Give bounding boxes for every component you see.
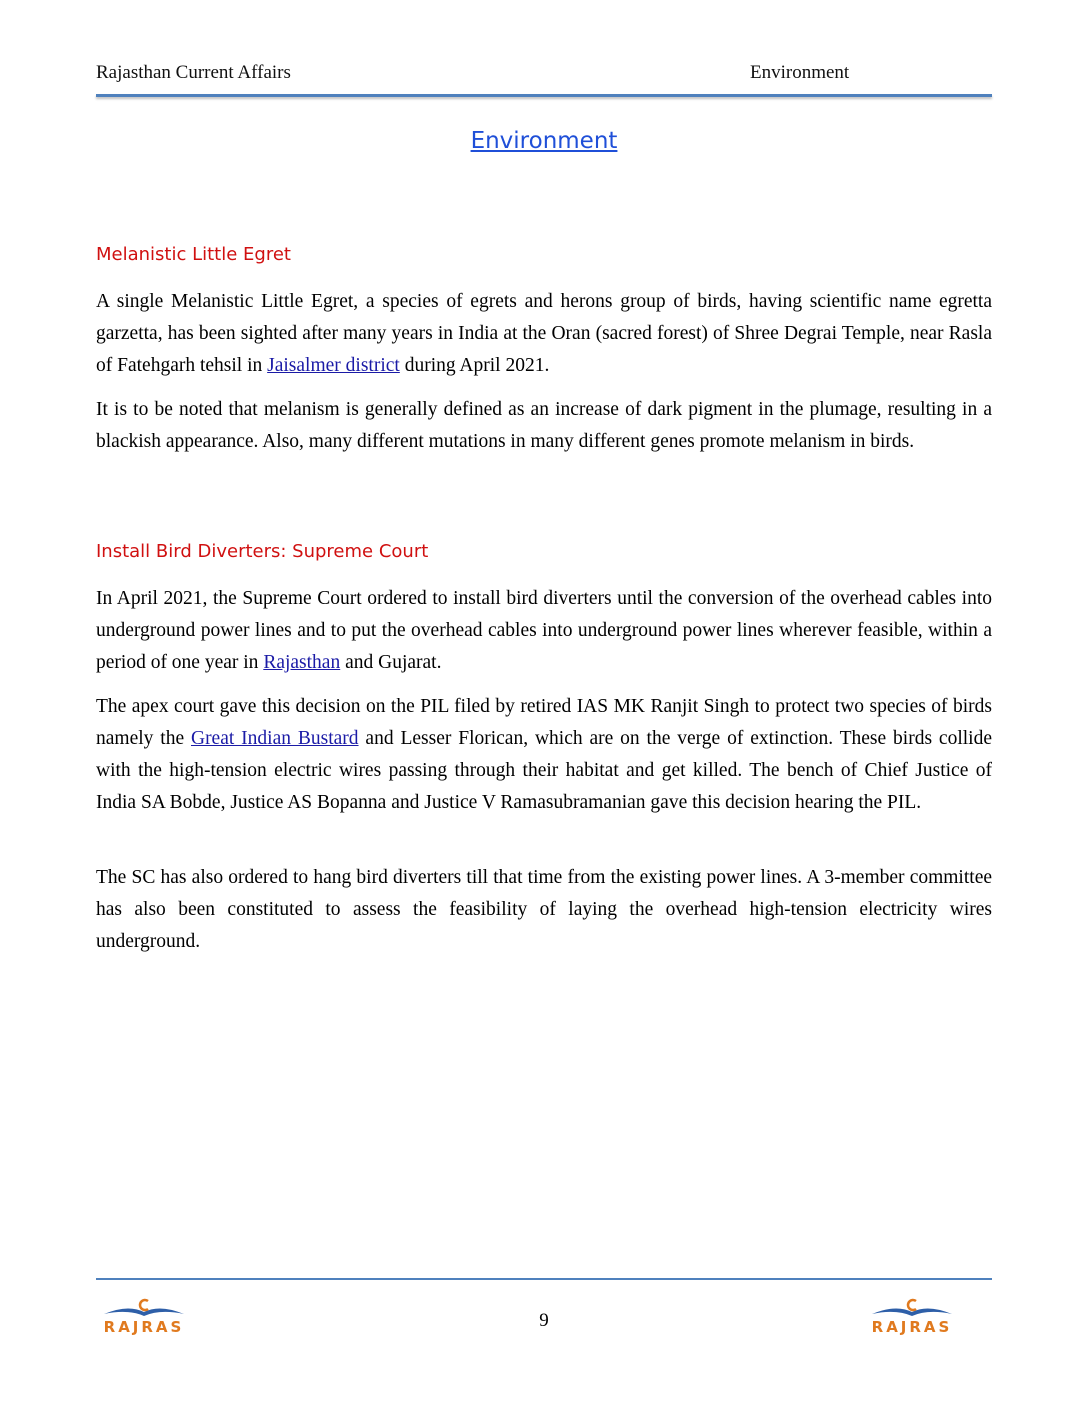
paragraph-text: In April 2021, the Supreme Court ordered to install bird diverters until the conversion of the overhead cables into underground power lines and to put the overhead cables into underground power lines wherever feasible, within a period of one year in [96, 588, 992, 673]
paragraph-text: during April 2021. [399, 355, 550, 376]
paragraph-text: and Lesser Florican, which are on the verge of extinction. These birds collide with the high-tension electric wires passing through their habitat and get killed. The bench of Chief Justice of India SA Bobde, Justice AS Bopanna and Justice V Ramasubramanian gave this decision hearing the PIL. [96, 728, 992, 813]
section-heading-bird-diverters: Install Bird Diverters: Supreme Court [96, 541, 429, 562]
header-divider [96, 94, 992, 97]
link-rajasthan[interactable]: Rajasthan [263, 652, 341, 673]
paragraph-text: A single Melanistic Little Egret, a species of egrets and herons group of birds, having scientific name egretta garzetta, has been sighted after many years in India at the Oran (sacred forest) of Shree Degrai Temple, near Rasla of Fatehgarh tehsil in [96, 291, 992, 376]
logo-text: RAJRAS [103, 1318, 185, 1336]
paragraph: The SC has also ordered to hang bird diverters till that time from the existing power lines. A 3-member committee has also been constituted to assess the feasibility of laying the overhead high-tension electricity wires underground. [96, 867, 992, 952]
link-jaisalmer-district[interactable]: Jaisalmer district [267, 355, 400, 376]
section-heading-melanistic-egret: Melanistic Little Egret [96, 244, 291, 265]
page-number: 9 [539, 1310, 549, 1331]
link-great-indian-bustard[interactable]: Great Indian Bustard [190, 728, 359, 749]
logo-text: RAJRAS [871, 1318, 953, 1336]
rajras-logo-icon [866, 1296, 958, 1320]
running-header-title: Rajasthan Current Affairs [96, 62, 291, 83]
rajras-logo [866, 1296, 958, 1336]
paragraph-text: and Gujarat. [340, 652, 442, 673]
paragraph: It is to be noted that melanism is generally defined as an increase of dark pigment in the plumage, resulting in a blackish appearance. Also, many different mutations in many different genes promote melanism in birds. [96, 399, 992, 452]
paragraph [96, 691, 992, 819]
paragraph-text: The apex court gave this decision on the PIL filed by retired IAS MK Ranjit Singh to protect two species of birds namely the [96, 696, 992, 749]
paragraph [96, 286, 992, 382]
footer-divider [96, 1278, 992, 1280]
paragraph [96, 583, 992, 679]
running-header-section: Environment [750, 62, 850, 83]
page-title[interactable]: Environment [470, 128, 618, 154]
